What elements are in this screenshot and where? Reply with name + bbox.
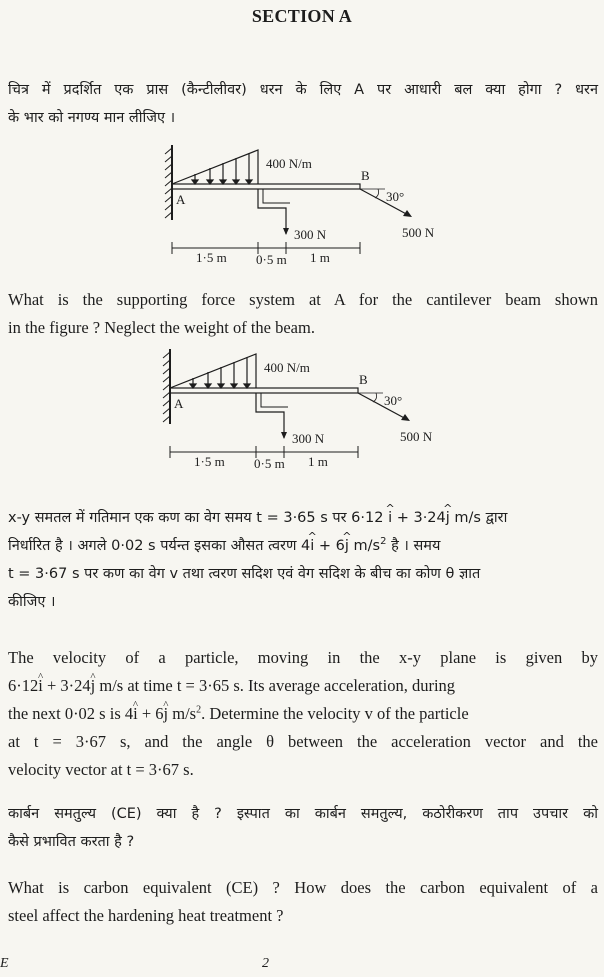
q3-hindi: कार्बन समतुल्य (CE) क्या है ? इस्पात का कार्बन समतुल्य, कठोरीकरण ताप उपचार को कैसे प्रभावित करता है ? [8, 806, 598, 850]
label-b: B [361, 168, 370, 183]
label-a: A [176, 192, 186, 207]
q1-hindi: चित्र में प्रदर्शित एक प्रास (कैन्टीलीवर) धरन के लिए A पर आधारी बल क्या होगा ? धरन के भार को नगण्य मान लीजिए । [8, 82, 598, 126]
angle-label: 30° [384, 393, 403, 408]
udl-label: 400 N/m [266, 156, 312, 171]
dim-3: 1 m [310, 250, 330, 265]
angle-label: 30° [386, 189, 405, 204]
q1-english: What is the supporting force system at A for the cantilever beam shown in the figure ? Neglect the weight of the beam. [8, 290, 598, 337]
cantilever-figure-hindi [160, 140, 460, 270]
footer-code: E [0, 956, 9, 971]
q3-english: What is carbon equivalent (CE) ? How does the carbon equivalent of a steel affect the hardening heat treatment ? [8, 878, 598, 925]
inclined-load-label: 500 N [402, 225, 435, 240]
dim-1: 1·5 m [196, 250, 227, 265]
dim-2: 0·5 m [256, 252, 287, 267]
q2-hindi: x-y समतल में गतिमान एक कण का वेग समय t = 3·65 s पर 6·12 ^ i + 3·24^ j m/s द्वारा निर्धारित है । अगले 0·02 s पर्यन्त इसका औसत त्वरण 4^ i + 6^ j $m/s^2$ है । समय t = 3·67 s पर कण का वेग v तथा त्वरण सदिश एवं वेग सदिश के बीच का कोण θ ज्ञात कीजिए । [8, 504, 598, 616]
section-heading: SECTION A [251, 6, 353, 26]
page-number: 2 [262, 956, 269, 971]
label-b: B [359, 372, 368, 387]
udl-label: 400 N/m [264, 360, 310, 375]
point-load-label: 300 N [292, 431, 325, 446]
dim-2: 0·5 m [254, 456, 285, 471]
inclined-load-label: 500 N [400, 429, 433, 444]
cantilever-figure-english [158, 344, 458, 474]
q2-english: The velocity of a particle, moving in the x-y plane is given by 6·12^ i + 3·24^ j m/s at time t = 3·65 s. Its average acceleration, during the next 0·02 s is 4^ i + 6^ j $m/s^2$. Determine the velocity v of the particle at t = 3·67 s, and the angle θ between the acceleration vector and the velocity vector at t = 3·67 s. [8, 644, 598, 784]
point-load-label: 300 N [294, 227, 327, 242]
dim-3: 1 m [308, 454, 328, 469]
label-a: A [174, 396, 184, 411]
dim-1: 1·5 m [194, 454, 225, 469]
